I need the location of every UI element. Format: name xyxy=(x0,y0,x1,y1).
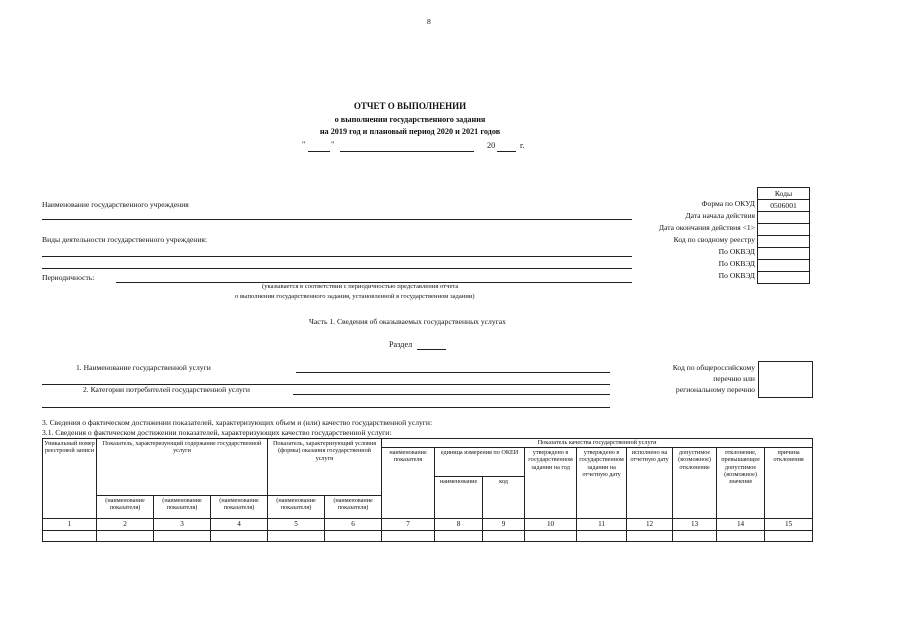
col-approved-date: утверждено в государственном задании на отчетную дату xyxy=(577,448,627,519)
item-3-1-text: 3.1. Сведения о фактическом достижении показателей, характеризующих качество государственной услуги: xyxy=(42,428,392,437)
col-indicator-name: наименование показателя xyxy=(382,448,435,519)
col-number-15: 15 xyxy=(765,519,813,531)
col-number-1: 1 xyxy=(43,519,97,531)
date-year-prefix: 20 xyxy=(487,141,496,150)
date-year-suffix: г. xyxy=(520,141,525,150)
label-start-date: Дата начала действия xyxy=(685,211,755,220)
page-number: 8 xyxy=(427,17,431,26)
activities-line-2 xyxy=(42,268,632,269)
label-okved-2: По ОКВЭД xyxy=(718,259,755,268)
part1-heading: Часть 1. Сведения об оказываемых государственных услугах xyxy=(309,317,506,326)
col-executed: исполнено на отчетную дату xyxy=(627,448,673,519)
label-okud: Форма по ОКУД xyxy=(701,199,755,208)
col-unit-code: код xyxy=(483,477,525,519)
codes-table xyxy=(757,187,810,284)
col-conditions: Показатель, характеризующий условия (формы) оказания государственной услуги xyxy=(268,439,382,496)
col-unit: единица измерения по ОКЕИ xyxy=(435,448,525,477)
registry-code-cell xyxy=(758,236,810,248)
col-unit-name: наименование xyxy=(435,477,483,519)
date-close-quote: " xyxy=(331,140,335,149)
code-label-2: перечню или xyxy=(713,374,755,383)
col-number-2: 2 xyxy=(97,519,154,531)
registry-code-box xyxy=(758,361,813,398)
service-name-line xyxy=(296,372,610,373)
sub-indicator-name-5: (наименование показателя) xyxy=(268,496,325,519)
col-number-10: 10 xyxy=(525,519,577,531)
col-reason: причина отклонения xyxy=(765,448,813,519)
col-number-14: 14 xyxy=(717,519,765,531)
activities-line-1 xyxy=(42,256,632,257)
col-approved-year: утверждено в государственном задании на год xyxy=(525,448,577,519)
report-period: на 2019 год и плановый период 2020 и 2021 годов xyxy=(319,127,501,136)
sub-indicator-name-2: (наименование показателя) xyxy=(97,496,154,519)
report-title: ОТЧЕТ О ВЫПОЛНЕНИИ xyxy=(353,101,467,111)
col-number-9: 9 xyxy=(483,519,525,531)
consumer-categories-line xyxy=(293,394,610,395)
code-label-1: Код по общероссийскому xyxy=(672,363,755,372)
okved1-cell xyxy=(758,248,810,260)
consumer-categories-label: 2. Категории потребителей государственной услуги xyxy=(83,385,250,394)
label-okved-3: По ОКВЭД xyxy=(718,271,755,280)
section-label: Раздел xyxy=(389,340,413,349)
sub-indicator-name-6: (наименование показателя) xyxy=(325,496,382,519)
activities-label: Виды деятельности государственного учреждения: xyxy=(42,235,208,244)
periodicity-label: Периодичность: xyxy=(42,273,95,282)
col-number-5: 5 xyxy=(268,519,325,531)
periodicity-note-1: (указывается в соответствии с периодичностью представления отчета xyxy=(262,283,459,290)
col-number-11: 11 xyxy=(577,519,627,531)
date-year-line xyxy=(497,151,516,152)
label-okved-1: По ОКВЭД xyxy=(718,247,755,256)
section-number-line xyxy=(417,349,446,350)
start-date-cell xyxy=(758,212,810,224)
col-allowed-deviation: допустимое (возможное) отклонение xyxy=(673,448,717,519)
col-number-6: 6 xyxy=(325,519,382,531)
col-quality: Показатель качества государственной услуги xyxy=(382,439,813,448)
institution-name-label: Наименование государственного учреждения xyxy=(42,200,189,209)
label-registry-code: Код по сводному реестру xyxy=(673,235,755,244)
consumer-categories-line-2 xyxy=(42,407,610,408)
col-number-8: 8 xyxy=(435,519,483,531)
code-label-3: региональному перечню xyxy=(675,385,755,394)
institution-name-line xyxy=(42,219,632,220)
sub-indicator-name-3: (наименование показателя) xyxy=(154,496,211,519)
codes-header: Коды xyxy=(758,188,810,200)
end-date-cell xyxy=(758,224,810,236)
periodicity-note-2: о выполнении государственного задания, установленной в государственном задании) xyxy=(235,293,475,300)
col-content: Показатель, характеризующий содержание государственной услуги xyxy=(97,439,268,496)
table-row xyxy=(43,531,813,542)
service-name-label: 1. Наименование государственной услуги xyxy=(76,363,211,372)
col-unique-number: Уникальный номер реестровой записи xyxy=(43,439,97,519)
okved3-cell xyxy=(758,272,810,284)
date-day-line xyxy=(308,151,330,152)
item-3-text: 3. Сведения о фактическом достижении показателей, характеризующих объем и (или) качество государственной услуги: xyxy=(42,418,433,427)
col-number-7: 7 xyxy=(382,519,435,531)
sub-indicator-name-4: (наименование показателя) xyxy=(211,496,268,519)
okud-code: 0506001 xyxy=(758,200,810,212)
quality-indicators-table xyxy=(42,438,813,542)
date-month-line xyxy=(340,151,474,152)
date-open-quote: " xyxy=(302,140,306,149)
col-number-13: 13 xyxy=(673,519,717,531)
okved2-cell xyxy=(758,260,810,272)
report-subtitle: о выполнении государственного задания xyxy=(334,115,486,124)
col-number-4: 4 xyxy=(211,519,268,531)
col-number-12: 12 xyxy=(627,519,673,531)
label-end-date: Дата окончания действия <1> xyxy=(658,223,755,232)
col-excess-deviation: отклонение, превышающее допустимое (возможное) значение xyxy=(717,448,765,519)
col-number-3: 3 xyxy=(154,519,211,531)
